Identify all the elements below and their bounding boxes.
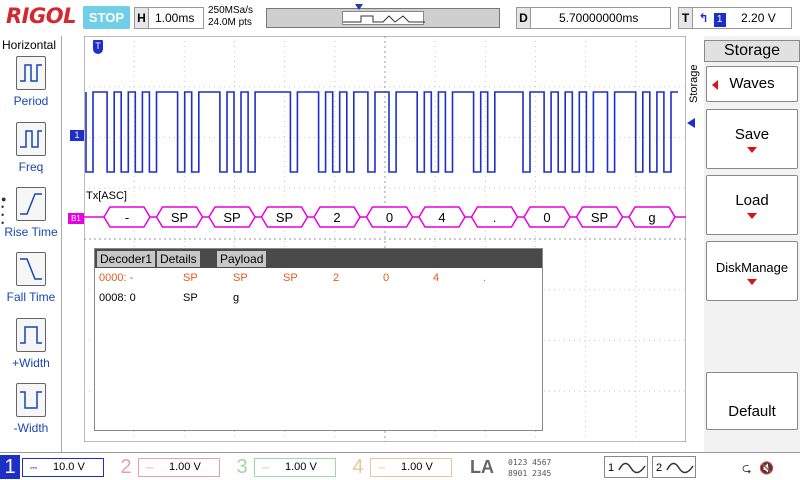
ch1-status[interactable] xyxy=(0,455,108,479)
screen-window-marker xyxy=(342,11,424,25)
decode-event-table[interactable] xyxy=(94,248,543,431)
bus-marker-label: B1 xyxy=(71,214,81,223)
dc-coupling-icon: ⎓ xyxy=(30,463,38,473)
row-cell: SP xyxy=(183,272,198,284)
measure-rise-time-label: Rise Time xyxy=(4,225,58,239)
generator-2-number: 2 xyxy=(656,462,663,474)
storage-type-waves-button[interactable] xyxy=(706,66,798,102)
usb-icon: ⮎ xyxy=(742,461,752,475)
rising-edge-icon: ↰ xyxy=(698,11,709,25)
la-channel-map xyxy=(508,457,598,479)
channel-status-bar xyxy=(0,452,800,480)
row-cell: SP xyxy=(283,272,298,284)
bus-decode-trace xyxy=(84,207,686,227)
ch4-status[interactable] xyxy=(348,455,456,479)
menu-title: Horizontal xyxy=(2,38,57,52)
header-decoder: Decoder1 xyxy=(97,251,155,267)
dc-coupling-icon: ⎓ xyxy=(146,463,154,473)
submenu-arrow-icon xyxy=(747,213,757,219)
measure-positive-width-button[interactable] xyxy=(0,318,62,380)
bus-frame-label: SP xyxy=(170,210,189,225)
storage-side-tab: Storage xyxy=(688,64,700,104)
disk-manage-button[interactable] xyxy=(706,241,798,301)
ch1-number: 1 xyxy=(0,455,20,479)
logic-analyzer-button[interactable]: LA xyxy=(470,457,494,477)
measure-negative-width-label: -Width xyxy=(13,421,49,435)
sine-wave-icon xyxy=(665,458,695,478)
table-row[interactable] xyxy=(95,288,542,308)
trigger-time-marker[interactable] xyxy=(93,40,103,54)
generator-1-number: 1 xyxy=(608,462,615,474)
trigger-level: 2.20 V xyxy=(741,11,776,25)
disk-manage-label: DiskManage xyxy=(715,260,789,275)
positive-width-icon xyxy=(16,318,46,352)
storage-menu-title: Storage xyxy=(704,40,800,62)
ch4-scale: 1.00 V xyxy=(370,458,452,477)
memory-depth: 24.0M pts xyxy=(208,17,252,28)
load-label: Load xyxy=(735,192,769,209)
fall-time-icon xyxy=(16,252,46,286)
generator-2-button[interactable] xyxy=(652,456,696,478)
save-label: Save xyxy=(734,126,770,143)
bus-frame-label: - xyxy=(124,210,130,225)
bus-label: Tx[ASC] xyxy=(86,190,127,202)
memory-overview-bar xyxy=(266,8,500,28)
measure-fall-time-label: Fall Time xyxy=(6,290,56,304)
bus-frame-label: 0 xyxy=(543,210,551,225)
default-label: Default xyxy=(728,403,776,420)
la-bits-top: 0123 4567 xyxy=(508,458,552,467)
trigger-position-icon xyxy=(355,4,363,10)
ch4-number: 4 xyxy=(352,456,364,478)
measure-rise-time-button[interactable] xyxy=(0,187,62,249)
horizontal-measure-menu xyxy=(0,36,62,452)
submenu-arrow-icon xyxy=(747,147,757,153)
waves-label: Waves xyxy=(729,75,775,92)
generator-1-button[interactable] xyxy=(604,456,648,478)
bus-marker[interactable] xyxy=(68,213,84,224)
row-address: 0000: - xyxy=(99,272,134,284)
ch3-status[interactable] xyxy=(232,455,340,479)
ch3-number: 3 xyxy=(236,456,248,478)
ch2-number: 2 xyxy=(120,456,132,478)
measure-positive-width-label: +Width xyxy=(12,356,50,370)
brand-logo: RIGOL xyxy=(6,4,76,28)
system-icons xyxy=(742,459,774,480)
sine-wave-icon xyxy=(617,458,647,478)
row-address: 0008: 0 xyxy=(99,292,136,304)
measure-freq-label: Freq xyxy=(18,160,44,174)
period-icon xyxy=(16,56,46,90)
run-stop-indicator[interactable]: STOP xyxy=(83,6,130,29)
timebase-value: 1.00ms xyxy=(155,11,195,25)
delay-display[interactable] xyxy=(516,7,671,29)
negative-width-icon xyxy=(16,383,46,417)
top-status-bar xyxy=(0,0,800,36)
table-row[interactable] xyxy=(95,268,542,288)
selected-indicator-icon xyxy=(712,80,718,90)
bus-frame-label: 0 xyxy=(385,210,394,225)
measure-freq-button[interactable] xyxy=(0,122,62,184)
measure-negative-width-button[interactable] xyxy=(0,383,62,445)
ch2-scale: 1.00 V xyxy=(138,458,220,477)
delay-value: 5.70000000ms xyxy=(559,11,639,25)
delay-key: D xyxy=(517,8,531,28)
dc-coupling-icon: ⎓ xyxy=(378,463,386,473)
decode-table-header xyxy=(95,249,542,268)
row-cell: 4 xyxy=(433,272,440,284)
row-cell: 0 xyxy=(383,272,390,284)
submenu-arrow-icon xyxy=(747,279,757,285)
timebase-key: H xyxy=(135,8,149,28)
trigger-display[interactable] xyxy=(678,7,792,29)
waveform-preview xyxy=(343,12,425,26)
default-button[interactable] xyxy=(706,372,798,430)
bus-frame-label: SP xyxy=(223,210,241,225)
row-cell: 2 xyxy=(333,272,340,284)
trigger-key: T xyxy=(679,8,693,28)
bus-frame-label: 2 xyxy=(333,210,341,225)
header-payload: Payload xyxy=(217,251,266,267)
ch1-ground-label: 1 xyxy=(74,130,80,140)
frequency-icon xyxy=(16,122,46,156)
load-button[interactable] xyxy=(706,175,798,235)
bus-frame-label: SP xyxy=(275,210,294,225)
trigger-level-marker[interactable] xyxy=(687,118,695,128)
sample-rate: 250MSa/s xyxy=(208,5,254,16)
acquisition-info xyxy=(208,5,253,29)
row-cell: g xyxy=(233,292,240,304)
ch2-status[interactable] xyxy=(116,455,224,479)
bus-frame-label: g xyxy=(648,210,656,225)
trigger-source: 1 xyxy=(714,13,726,27)
bus-frame-label: 4 xyxy=(438,210,446,225)
la-bits-bottom: 8901 2345 xyxy=(508,469,552,478)
row-cell: . xyxy=(483,272,487,284)
bus-frame-label: . xyxy=(492,210,497,225)
speaker-muted-icon[interactable]: 🔇 xyxy=(758,461,774,475)
ch3-scale: 1.00 V xyxy=(254,458,336,477)
trigger-time-label: T xyxy=(95,41,101,51)
ch1-ground-marker[interactable] xyxy=(70,130,84,141)
storage-menu xyxy=(704,36,800,452)
measure-fall-time-button[interactable] xyxy=(0,252,62,314)
rise-time-icon xyxy=(16,187,46,221)
ch1-scale: 10.0 V xyxy=(22,458,104,477)
measure-period-label: Period xyxy=(13,94,49,108)
header-details: Details xyxy=(157,251,200,267)
dc-coupling-icon: ⎓ xyxy=(262,463,270,473)
bus-frame-label: SP xyxy=(590,210,609,225)
measure-period-button[interactable] xyxy=(0,56,62,118)
save-button[interactable] xyxy=(706,109,798,169)
row-cell: SP xyxy=(233,272,248,284)
timebase-display[interactable] xyxy=(134,7,204,29)
page-indicator-dots: ● • • • xyxy=(1,194,7,228)
row-cell: SP xyxy=(183,292,198,304)
